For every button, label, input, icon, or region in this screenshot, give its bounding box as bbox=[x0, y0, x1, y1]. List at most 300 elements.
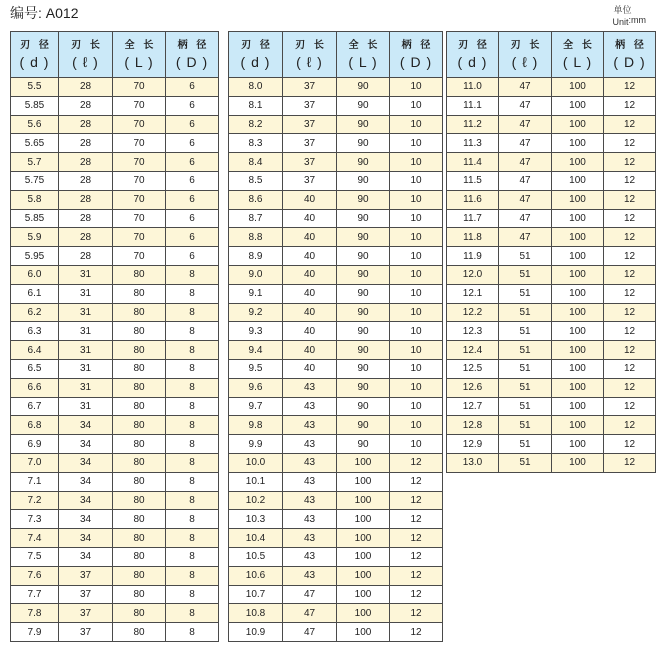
cell-blade-diameter: 13.0 bbox=[447, 453, 499, 472]
table-row bbox=[229, 510, 443, 529]
cell-overall-length: 100 bbox=[337, 510, 390, 529]
table-row bbox=[11, 190, 219, 209]
table-row bbox=[229, 547, 443, 566]
cell-blade-diameter: 10.5 bbox=[229, 547, 283, 566]
cell-overall-length: 80 bbox=[113, 341, 166, 360]
table-row bbox=[229, 435, 443, 454]
cell-blade-diameter: 5.75 bbox=[11, 171, 59, 190]
cell-overall-length: 100 bbox=[552, 265, 604, 284]
table-body bbox=[11, 78, 219, 642]
table-row bbox=[11, 397, 219, 416]
table-row bbox=[11, 604, 219, 623]
cell-overall-length: 90 bbox=[337, 228, 390, 247]
table-row bbox=[229, 529, 443, 548]
cell-blade-diameter: 11.4 bbox=[447, 153, 499, 172]
cell-blade-length: 43 bbox=[283, 529, 337, 548]
cell-overall-length: 100 bbox=[552, 115, 604, 134]
cell-blade-length: 40 bbox=[283, 359, 337, 378]
cell-overall-length: 80 bbox=[113, 585, 166, 604]
table-row bbox=[447, 228, 656, 247]
table-row bbox=[11, 78, 219, 97]
cell-blade-diameter: 12.1 bbox=[447, 284, 499, 303]
table-row bbox=[447, 171, 656, 190]
cell-blade-length: 47 bbox=[499, 171, 552, 190]
cell-shank-diameter: 8 bbox=[166, 303, 219, 322]
cell-blade-length: 51 bbox=[499, 378, 552, 397]
table-row bbox=[11, 378, 219, 397]
cell-overall-length: 100 bbox=[337, 453, 390, 472]
cell-overall-length: 80 bbox=[113, 322, 166, 341]
cell-overall-length: 80 bbox=[113, 547, 166, 566]
cell-overall-length: 90 bbox=[337, 171, 390, 190]
header-row bbox=[229, 32, 443, 78]
cell-blade-diameter: 11.9 bbox=[447, 247, 499, 266]
cell-shank-diameter: 12 bbox=[604, 96, 656, 115]
cell-blade-length: 51 bbox=[499, 397, 552, 416]
cell-shank-diameter: 12 bbox=[604, 359, 656, 378]
cell-blade-diameter: 8.8 bbox=[229, 228, 283, 247]
cell-shank-diameter: 10 bbox=[390, 247, 443, 266]
unit-cn: 单位 bbox=[613, 5, 632, 15]
cell-blade-diameter: 7.0 bbox=[11, 453, 59, 472]
cell-shank-diameter: 10 bbox=[390, 190, 443, 209]
cell-blade-length: 28 bbox=[59, 153, 113, 172]
column-header-blade-length bbox=[283, 32, 337, 78]
cell-overall-length: 100 bbox=[552, 397, 604, 416]
cell-blade-diameter: 5.5 bbox=[11, 78, 59, 97]
table-row bbox=[229, 96, 443, 115]
table-row bbox=[229, 566, 443, 585]
cell-shank-diameter: 12 bbox=[390, 491, 443, 510]
table-row bbox=[11, 623, 219, 642]
table-row bbox=[447, 134, 656, 153]
spec-table-1 bbox=[10, 31, 219, 642]
header-name: 全 长 bbox=[563, 39, 595, 51]
cell-overall-length: 100 bbox=[552, 153, 604, 172]
cell-blade-diameter: 12.4 bbox=[447, 341, 499, 360]
table-row bbox=[229, 623, 443, 642]
cell-blade-diameter: 9.6 bbox=[229, 378, 283, 397]
cell-overall-length: 80 bbox=[113, 510, 166, 529]
cell-overall-length: 100 bbox=[552, 322, 604, 341]
cell-overall-length: 90 bbox=[337, 209, 390, 228]
cell-blade-length: 47 bbox=[499, 96, 552, 115]
cell-overall-length: 100 bbox=[552, 190, 604, 209]
cell-blade-diameter: 10.9 bbox=[229, 623, 283, 642]
table-row bbox=[11, 322, 219, 341]
cell-blade-diameter: 5.6 bbox=[11, 115, 59, 134]
cell-shank-diameter: 8 bbox=[166, 322, 219, 341]
cell-overall-length: 100 bbox=[552, 416, 604, 435]
cell-blade-length: 43 bbox=[283, 378, 337, 397]
cell-blade-length: 40 bbox=[283, 341, 337, 360]
cell-shank-diameter: 12 bbox=[604, 397, 656, 416]
cell-overall-length: 100 bbox=[552, 378, 604, 397]
cell-overall-length: 100 bbox=[552, 359, 604, 378]
cell-shank-diameter: 10 bbox=[390, 322, 443, 341]
cell-blade-diameter: 7.6 bbox=[11, 566, 59, 585]
cell-blade-diameter: 12.3 bbox=[447, 322, 499, 341]
table-row bbox=[447, 153, 656, 172]
cell-blade-length: 31 bbox=[59, 397, 113, 416]
cell-shank-diameter: 10 bbox=[390, 153, 443, 172]
cell-blade-length: 28 bbox=[59, 209, 113, 228]
cell-blade-diameter: 9.5 bbox=[229, 359, 283, 378]
cell-blade-length: 40 bbox=[283, 322, 337, 341]
cell-overall-length: 70 bbox=[113, 228, 166, 247]
cell-shank-diameter: 8 bbox=[166, 491, 219, 510]
cell-shank-diameter: 10 bbox=[390, 359, 443, 378]
table-row bbox=[11, 491, 219, 510]
cell-overall-length: 90 bbox=[337, 359, 390, 378]
header-symbol: ( D ) bbox=[399, 53, 433, 70]
cell-blade-length: 37 bbox=[283, 171, 337, 190]
cell-blade-length: 31 bbox=[59, 359, 113, 378]
cell-overall-length: 100 bbox=[337, 566, 390, 585]
cell-blade-length: 40 bbox=[283, 303, 337, 322]
cell-blade-length: 28 bbox=[59, 228, 113, 247]
cell-blade-diameter: 7.5 bbox=[11, 547, 59, 566]
cell-blade-diameter: 11.3 bbox=[447, 134, 499, 153]
cell-overall-length: 100 bbox=[552, 96, 604, 115]
cell-blade-diameter: 8.3 bbox=[229, 134, 283, 153]
table-row bbox=[229, 359, 443, 378]
cell-blade-diameter: 6.8 bbox=[11, 416, 59, 435]
column-header-shank-diameter bbox=[166, 32, 219, 78]
table-row bbox=[447, 416, 656, 435]
cell-overall-length: 100 bbox=[552, 303, 604, 322]
table-row bbox=[447, 435, 656, 454]
cell-overall-length: 100 bbox=[552, 228, 604, 247]
cell-overall-length: 80 bbox=[113, 472, 166, 491]
table-row bbox=[447, 303, 656, 322]
cell-blade-length: 51 bbox=[499, 322, 552, 341]
cell-blade-length: 43 bbox=[283, 491, 337, 510]
table-row bbox=[11, 359, 219, 378]
cell-overall-length: 70 bbox=[113, 115, 166, 134]
cell-blade-diameter: 9.2 bbox=[229, 303, 283, 322]
table-row bbox=[229, 397, 443, 416]
cell-blade-length: 40 bbox=[283, 190, 337, 209]
table-row bbox=[11, 134, 219, 153]
header-symbol: ( D ) bbox=[175, 53, 209, 70]
cell-shank-diameter: 8 bbox=[166, 547, 219, 566]
table-row bbox=[229, 378, 443, 397]
cell-shank-diameter: 8 bbox=[166, 378, 219, 397]
column-header-overall-length bbox=[113, 32, 166, 78]
cell-blade-length: 37 bbox=[283, 115, 337, 134]
cell-blade-length: 47 bbox=[499, 134, 552, 153]
cell-shank-diameter: 12 bbox=[604, 453, 656, 472]
header-name: 全 长 bbox=[124, 39, 157, 51]
spec-table-3 bbox=[446, 31, 656, 473]
cell-shank-diameter: 10 bbox=[390, 209, 443, 228]
cell-blade-length: 34 bbox=[59, 529, 113, 548]
cell-shank-diameter: 12 bbox=[604, 209, 656, 228]
header-symbol: ( L ) bbox=[124, 53, 154, 70]
cell-shank-diameter: 12 bbox=[604, 153, 656, 172]
cell-blade-diameter: 12.0 bbox=[447, 265, 499, 284]
cell-blade-diameter: 7.2 bbox=[11, 491, 59, 510]
header-name: 刃 径 bbox=[241, 39, 273, 51]
cell-blade-diameter: 8.1 bbox=[229, 96, 283, 115]
cell-shank-diameter: 6 bbox=[166, 134, 219, 153]
cell-blade-length: 40 bbox=[283, 209, 337, 228]
cell-blade-length: 51 bbox=[499, 284, 552, 303]
cell-blade-length: 47 bbox=[499, 190, 552, 209]
cell-overall-length: 80 bbox=[113, 378, 166, 397]
cell-blade-length: 28 bbox=[59, 78, 113, 97]
cell-overall-length: 90 bbox=[337, 378, 390, 397]
cell-overall-length: 90 bbox=[337, 435, 390, 454]
cell-blade-diameter: 7.4 bbox=[11, 529, 59, 548]
cell-overall-length: 80 bbox=[113, 604, 166, 623]
cell-blade-length: 40 bbox=[283, 284, 337, 303]
cell-shank-diameter: 12 bbox=[390, 547, 443, 566]
cell-blade-length: 40 bbox=[283, 247, 337, 266]
table-row bbox=[229, 153, 443, 172]
cell-overall-length: 100 bbox=[337, 604, 390, 623]
cell-shank-diameter: 12 bbox=[604, 115, 656, 134]
table-row bbox=[229, 265, 443, 284]
cell-blade-length: 51 bbox=[499, 435, 552, 454]
table-row bbox=[229, 453, 443, 472]
unit-label bbox=[612, 5, 646, 27]
table-row bbox=[11, 435, 219, 454]
cell-overall-length: 80 bbox=[113, 623, 166, 642]
cell-blade-length: 34 bbox=[59, 416, 113, 435]
cell-overall-length: 90 bbox=[337, 416, 390, 435]
header-row bbox=[447, 32, 656, 78]
cell-blade-diameter: 6.7 bbox=[11, 397, 59, 416]
cell-blade-length: 47 bbox=[283, 604, 337, 623]
cell-blade-diameter: 8.5 bbox=[229, 171, 283, 190]
cell-blade-diameter: 11.0 bbox=[447, 78, 499, 97]
document-title: 编号: A012 bbox=[10, 5, 79, 21]
cell-blade-length: 43 bbox=[283, 472, 337, 491]
header-symbol: ( d ) bbox=[457, 53, 488, 70]
table-row bbox=[447, 190, 656, 209]
cell-blade-length: 43 bbox=[283, 510, 337, 529]
cell-blade-diameter: 12.8 bbox=[447, 416, 499, 435]
table-row bbox=[11, 341, 219, 360]
cell-shank-diameter: 10 bbox=[390, 378, 443, 397]
cell-overall-length: 100 bbox=[552, 284, 604, 303]
cell-blade-length: 43 bbox=[283, 453, 337, 472]
cell-blade-length: 34 bbox=[59, 435, 113, 454]
header-symbol: ( d ) bbox=[240, 53, 271, 70]
header-symbol: ( L ) bbox=[562, 53, 593, 70]
cell-blade-diameter: 9.8 bbox=[229, 416, 283, 435]
cell-shank-diameter: 12 bbox=[390, 529, 443, 548]
cell-blade-diameter: 5.8 bbox=[11, 190, 59, 209]
cell-overall-length: 80 bbox=[113, 435, 166, 454]
table-row bbox=[11, 209, 219, 228]
unit-value: :mm bbox=[628, 15, 646, 25]
table-row bbox=[11, 228, 219, 247]
cell-blade-diameter: 7.1 bbox=[11, 472, 59, 491]
cell-shank-diameter: 12 bbox=[604, 134, 656, 153]
cell-overall-length: 100 bbox=[337, 472, 390, 491]
cell-blade-length: 47 bbox=[499, 78, 552, 97]
cell-blade-length: 37 bbox=[59, 585, 113, 604]
table-row bbox=[11, 96, 219, 115]
cell-shank-diameter: 12 bbox=[390, 453, 443, 472]
cell-overall-length: 80 bbox=[113, 397, 166, 416]
cell-shank-diameter: 8 bbox=[166, 529, 219, 548]
cell-shank-diameter: 8 bbox=[166, 453, 219, 472]
cell-blade-diameter: 6.2 bbox=[11, 303, 59, 322]
table-row bbox=[11, 303, 219, 322]
cell-shank-diameter: 12 bbox=[390, 623, 443, 642]
table-row bbox=[447, 96, 656, 115]
cell-shank-diameter: 6 bbox=[166, 171, 219, 190]
cell-shank-diameter: 12 bbox=[604, 265, 656, 284]
cell-blade-length: 47 bbox=[283, 585, 337, 604]
cell-overall-length: 80 bbox=[113, 303, 166, 322]
cell-overall-length: 100 bbox=[337, 623, 390, 642]
cell-shank-diameter: 10 bbox=[390, 265, 443, 284]
header-symbol: ( L ) bbox=[348, 53, 378, 70]
cell-blade-diameter: 11.1 bbox=[447, 96, 499, 115]
cell-shank-diameter: 6 bbox=[166, 190, 219, 209]
cell-blade-diameter: 10.1 bbox=[229, 472, 283, 491]
cell-overall-length: 70 bbox=[113, 247, 166, 266]
table-row bbox=[229, 585, 443, 604]
cell-blade-diameter: 12.9 bbox=[447, 435, 499, 454]
table-row bbox=[229, 190, 443, 209]
cell-shank-diameter: 8 bbox=[166, 359, 219, 378]
cell-blade-length: 43 bbox=[283, 547, 337, 566]
cell-blade-length: 28 bbox=[59, 96, 113, 115]
cell-blade-length: 47 bbox=[499, 153, 552, 172]
cell-shank-diameter: 10 bbox=[390, 416, 443, 435]
cell-overall-length: 80 bbox=[113, 453, 166, 472]
cell-blade-diameter: 10.2 bbox=[229, 491, 283, 510]
cell-overall-length: 90 bbox=[337, 265, 390, 284]
cell-blade-diameter: 7.8 bbox=[11, 604, 59, 623]
table-row bbox=[447, 115, 656, 134]
header-name: 刃 径 bbox=[20, 39, 52, 51]
table-row bbox=[229, 604, 443, 623]
cell-blade-diameter: 5.65 bbox=[11, 134, 59, 153]
cell-blade-diameter: 5.7 bbox=[11, 153, 59, 172]
table-row bbox=[447, 341, 656, 360]
cell-blade-diameter: 11.6 bbox=[447, 190, 499, 209]
table-row bbox=[229, 303, 443, 322]
cell-blade-length: 43 bbox=[283, 416, 337, 435]
cell-blade-length: 40 bbox=[283, 228, 337, 247]
header-symbol: ( ℓ ) bbox=[511, 53, 539, 70]
table-row bbox=[229, 209, 443, 228]
cell-blade-length: 47 bbox=[499, 228, 552, 247]
cell-shank-diameter: 12 bbox=[604, 228, 656, 247]
column-header-blade-length bbox=[59, 32, 113, 78]
cell-blade-diameter: 7.9 bbox=[11, 623, 59, 642]
cell-overall-length: 90 bbox=[337, 153, 390, 172]
header-name: 柄 径 bbox=[401, 39, 434, 51]
cell-shank-diameter: 8 bbox=[166, 566, 219, 585]
cell-blade-length: 37 bbox=[283, 96, 337, 115]
cell-shank-diameter: 10 bbox=[390, 96, 443, 115]
cell-overall-length: 100 bbox=[337, 491, 390, 510]
spec-table-2 bbox=[228, 31, 443, 642]
column-header-shank-diameter bbox=[390, 32, 443, 78]
table-row bbox=[447, 247, 656, 266]
cell-shank-diameter: 8 bbox=[166, 341, 219, 360]
column-header-overall-length bbox=[552, 32, 604, 78]
cell-shank-diameter: 8 bbox=[166, 604, 219, 623]
cell-shank-diameter: 10 bbox=[390, 78, 443, 97]
cell-blade-diameter: 9.7 bbox=[229, 397, 283, 416]
table-row bbox=[11, 547, 219, 566]
unit-en: Unit bbox=[612, 17, 629, 27]
table-row bbox=[11, 115, 219, 134]
cell-shank-diameter: 12 bbox=[390, 604, 443, 623]
header-row bbox=[11, 32, 219, 78]
cell-blade-length: 34 bbox=[59, 453, 113, 472]
cell-blade-diameter: 10.6 bbox=[229, 566, 283, 585]
cell-blade-length: 28 bbox=[59, 247, 113, 266]
cell-blade-diameter: 12.6 bbox=[447, 378, 499, 397]
table-row bbox=[11, 153, 219, 172]
cell-overall-length: 80 bbox=[113, 284, 166, 303]
header-name: 刃 长 bbox=[71, 39, 103, 51]
cell-blade-diameter: 8.0 bbox=[229, 78, 283, 97]
cell-overall-length: 90 bbox=[337, 341, 390, 360]
column-header-shank-diameter bbox=[604, 32, 656, 78]
header-name: 刃 长 bbox=[295, 39, 327, 51]
cell-overall-length: 100 bbox=[552, 171, 604, 190]
table-row bbox=[11, 171, 219, 190]
table-row bbox=[229, 115, 443, 134]
cell-blade-length: 31 bbox=[59, 265, 113, 284]
table-row bbox=[11, 472, 219, 491]
cell-shank-diameter: 10 bbox=[390, 435, 443, 454]
cell-blade-diameter: 6.0 bbox=[11, 265, 59, 284]
cell-overall-length: 100 bbox=[552, 209, 604, 228]
cell-blade-diameter: 10.3 bbox=[229, 510, 283, 529]
table-row bbox=[11, 529, 219, 548]
header-name: 柄 径 bbox=[615, 39, 647, 51]
cell-blade-diameter: 6.9 bbox=[11, 435, 59, 454]
cell-blade-length: 51 bbox=[499, 416, 552, 435]
table-row bbox=[229, 416, 443, 435]
cell-blade-length: 31 bbox=[59, 322, 113, 341]
cell-shank-diameter: 12 bbox=[604, 171, 656, 190]
cell-blade-diameter: 6.6 bbox=[11, 378, 59, 397]
table-row bbox=[447, 453, 656, 472]
cell-blade-length: 43 bbox=[283, 397, 337, 416]
cell-blade-diameter: 11.5 bbox=[447, 171, 499, 190]
column-header-blade-length bbox=[499, 32, 552, 78]
cell-overall-length: 100 bbox=[337, 529, 390, 548]
header-name: 刃 径 bbox=[458, 39, 490, 51]
cell-shank-diameter: 10 bbox=[390, 134, 443, 153]
cell-shank-diameter: 12 bbox=[390, 472, 443, 491]
cell-shank-diameter: 10 bbox=[390, 341, 443, 360]
cell-overall-length: 80 bbox=[113, 416, 166, 435]
cell-shank-diameter: 12 bbox=[390, 566, 443, 585]
cell-blade-length: 31 bbox=[59, 341, 113, 360]
table-row bbox=[447, 322, 656, 341]
cell-blade-diameter: 5.9 bbox=[11, 228, 59, 247]
cell-overall-length: 70 bbox=[113, 190, 166, 209]
cell-blade-diameter: 9.1 bbox=[229, 284, 283, 303]
header-symbol: ( ℓ ) bbox=[72, 53, 99, 70]
cell-shank-diameter: 6 bbox=[166, 115, 219, 134]
table-row bbox=[11, 265, 219, 284]
